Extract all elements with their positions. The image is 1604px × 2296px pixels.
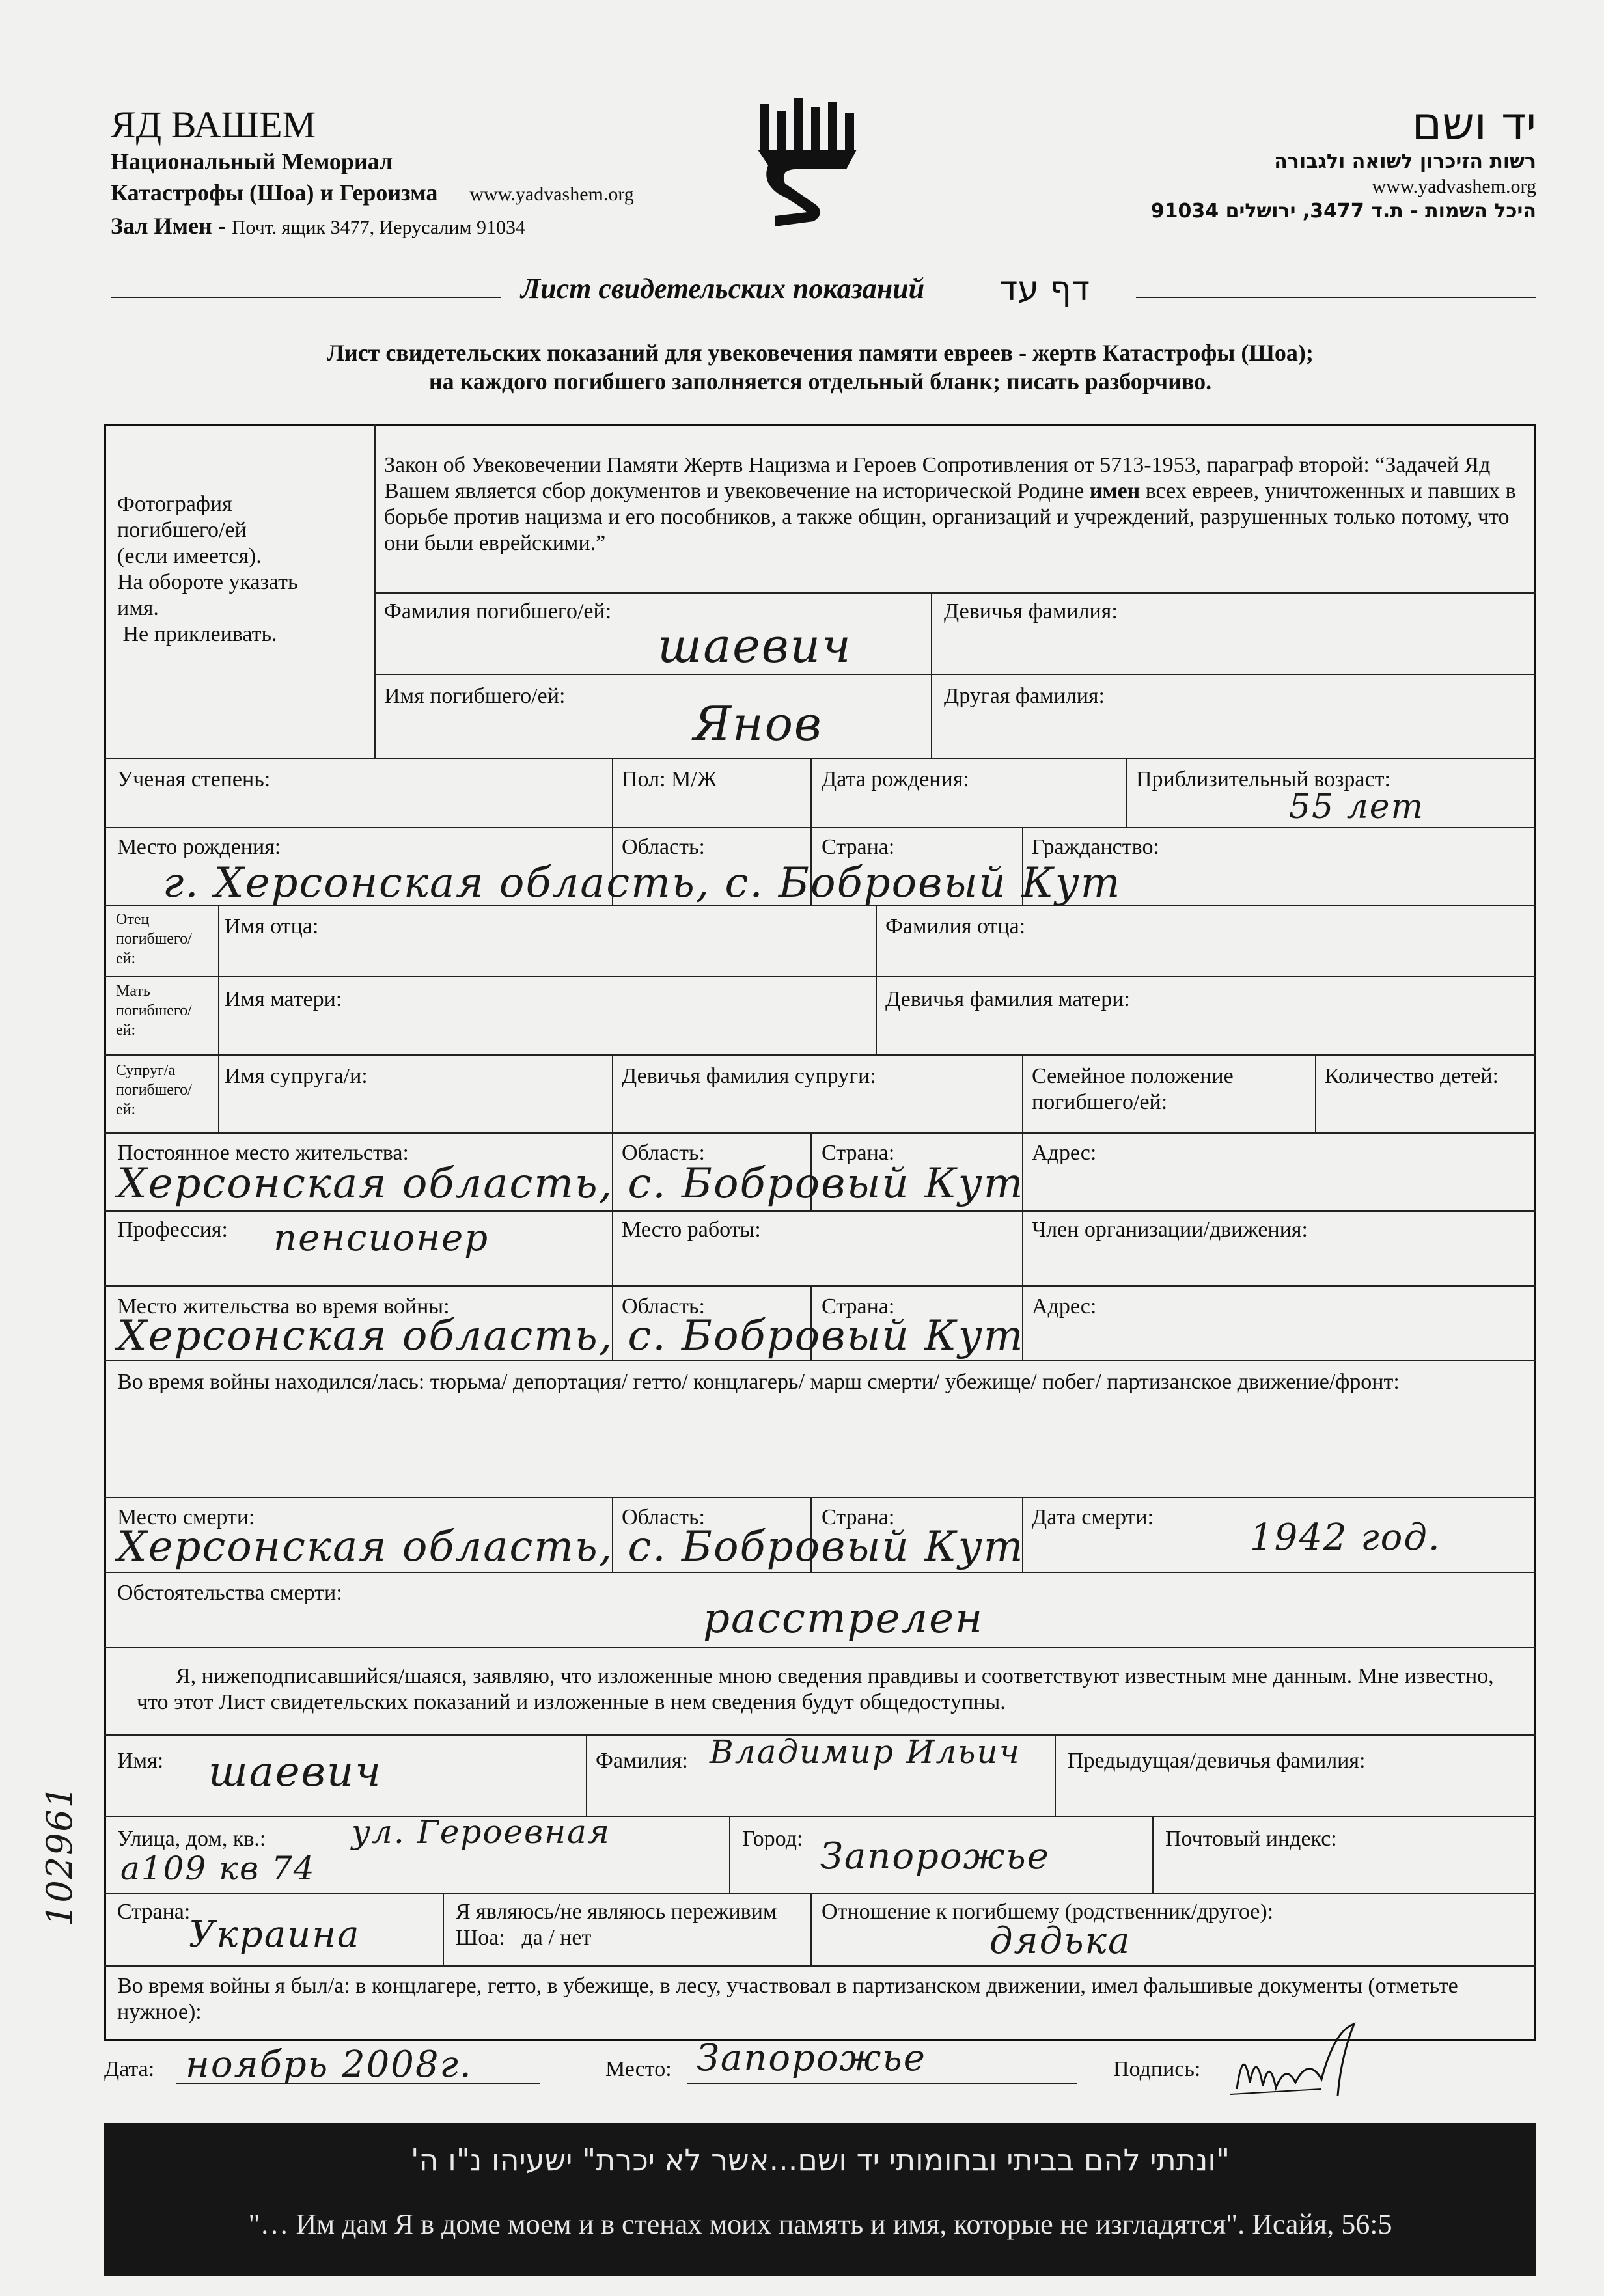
- place-field[interactable]: Запорожье: [697, 2037, 926, 2079]
- photo-line: (если имеется).: [117, 544, 262, 568]
- org-url-he: www.yadvashem.org: [1372, 176, 1536, 197]
- witness-country-field[interactable]: Украина: [189, 1913, 361, 1956]
- mother-maiden-label: Девичья фамилия матери:: [885, 987, 1130, 1011]
- org-line3-he: היכל השמות - ת.ד 3477, ירושלים 91034: [1150, 200, 1536, 223]
- form-title-he: דף עד: [999, 269, 1090, 308]
- rule: [104, 1965, 1536, 1967]
- birthplace-label: Место рождения:: [117, 835, 281, 859]
- circumstances-field[interactable]: расстрелен: [703, 1594, 984, 1643]
- law-text-bold: имен: [1089, 479, 1141, 503]
- rule: [104, 1816, 1536, 1817]
- rule: [810, 1893, 812, 1965]
- residence-address-label: Адрес:: [1032, 1141, 1097, 1165]
- rule: [104, 1360, 1536, 1361]
- age-label: Приблизительный возраст:: [1136, 767, 1390, 791]
- declaration-text: Я, нижеподписавшийся/шаяся, заявляю, что изложенные мною сведения правдивы и соответствуют известным мне данным. Мне известно, что этот Лист свидетельских показаний и изложенные в нем сведения будут общедоступны.: [137, 1664, 1494, 1714]
- rule: [104, 827, 1536, 828]
- rule: [1126, 758, 1127, 827]
- witness-name-field[interactable]: шаевич: [208, 1748, 382, 1796]
- rule: [218, 905, 219, 1132]
- law-text-1: Закон об Увековечении Памяти Жертв Нацизма и Героев Сопротивления от 5713-1953, параграф второй: “Задачей Яд Вашем является сбор документов и увековечение на исторической Родине: [384, 453, 1491, 503]
- death-country-label: Страна:: [822, 1505, 895, 1529]
- residence-country-label: Страна:: [822, 1141, 895, 1165]
- spouse-maiden-label: Девичья фамилия супруги:: [622, 1064, 876, 1088]
- org-line1-ru: Национальный Мемориал: [111, 148, 393, 174]
- witness-street-label: Улица, дом, кв.:: [117, 1827, 266, 1851]
- rule: [104, 1893, 1536, 1894]
- workplace-label: Место работы:: [622, 1218, 761, 1242]
- date-field[interactable]: ноябрь 2008г.: [186, 2043, 473, 2086]
- rule: [104, 1497, 1536, 1498]
- date-label: Дата:: [104, 2057, 155, 2081]
- signature-label: Подпись:: [1113, 2057, 1201, 2081]
- degree-label: Ученая степень:: [117, 767, 271, 791]
- rule: [176, 2083, 540, 2084]
- death-date-field[interactable]: 1942 год.: [1250, 1516, 1441, 1559]
- law-text-2: всех евреев, уничтоженных и павших в борьбе против нацизма и его пособников, а также общин, организаций и учреждений, разрушенных только потому, что они были еврейскими.”: [384, 479, 1516, 555]
- rule: [1152, 1816, 1154, 1893]
- residence-field[interactable]: Херсонская область, с. Бобровый Кут: [117, 1160, 1025, 1208]
- witness-war-status-label: Во время войны я был/а: в концлагере, гетто, в убежище, в лесу, участвовал в партизанском движении, имел фальшивые документы (отметьте нужное):: [117, 1974, 1458, 2024]
- rule: [1055, 1734, 1056, 1816]
- spouse-name-label: Имя супруга/и:: [225, 1064, 368, 1088]
- place-label: Место:: [605, 2057, 672, 2081]
- org-line3-ru-row: [111, 210, 634, 243]
- rule: [612, 1054, 613, 1132]
- signature[interactable]: [1224, 2017, 1374, 2102]
- citizenship-label: Гражданство:: [1032, 835, 1159, 859]
- title-rule-right: [1136, 297, 1536, 298]
- rule: [104, 1210, 1536, 1212]
- org-line2-ru-row: [111, 177, 634, 210]
- death-place-field[interactable]: Херсонская область, с. Бобровый Кут: [117, 1523, 1025, 1571]
- birthdate-label: Дата рождения:: [822, 767, 969, 791]
- rule: [1315, 1054, 1316, 1132]
- rule: [104, 1572, 1536, 1573]
- rule: [374, 424, 376, 758]
- rule: [729, 1816, 730, 1893]
- witness-surname-label: Фамилия:: [596, 1749, 688, 1773]
- photo-line: Не приклеивать.: [117, 622, 277, 646]
- war-region-label: Область:: [622, 1294, 705, 1319]
- intro-text: [104, 338, 1536, 396]
- residence-label: Постоянное место жительства:: [117, 1141, 409, 1165]
- witness-name-label: Имя:: [117, 1749, 164, 1773]
- org-line1-he: רשות הזיכרון לשואה ולגבורה: [1274, 150, 1536, 173]
- rule: [876, 905, 877, 1054]
- victim-name-label: Имя погибшего/ей:: [384, 684, 566, 708]
- witness-prev-surname-label: Предыдущая/девичья фамилия:: [1068, 1749, 1366, 1773]
- victim-surname-label: Фамилия погибшего/ей:: [384, 599, 612, 623]
- war-address-label: Адрес:: [1032, 1294, 1097, 1319]
- title-rule-left: [111, 297, 501, 298]
- rule: [104, 1647, 1536, 1648]
- victim-name-field[interactable]: Янов: [693, 696, 823, 751]
- birthplace-field[interactable]: г. Херсонская область, с. Бобровый Кут: [163, 859, 1122, 907]
- rule: [104, 1054, 1536, 1056]
- photo-line: имя.: [117, 596, 159, 620]
- father-name-label: Имя отца:: [225, 914, 319, 938]
- banner-quote-he: "ונתתי להם בביתי ובחומותי יד ושם...אשר לא יכרת" ישעיהו נ"ו ה': [410, 2142, 1230, 2178]
- witness-city-field[interactable]: Запорожье: [820, 1835, 1050, 1878]
- margin-number: 102961: [39, 1784, 80, 1926]
- rule: [104, 976, 1536, 977]
- quote-banner: [104, 2123, 1536, 2276]
- law-paragraph: [384, 452, 1527, 556]
- rule: [104, 758, 1536, 759]
- hall-of-names-ru: Зал Имен -: [111, 213, 226, 239]
- war-residence-label: Место жительства во время войны:: [117, 1294, 450, 1319]
- war-country-label: Страна:: [822, 1294, 895, 1319]
- death-region-label: Область:: [622, 1505, 705, 1529]
- witness-surname-field[interactable]: Владимир Ильич: [710, 1733, 1021, 1771]
- rule: [104, 1132, 1536, 1134]
- membership-label: Член организации/движения:: [1032, 1218, 1308, 1242]
- profession-label: Профессия:: [117, 1218, 228, 1242]
- war-status-label: Во время войны находился/лась: тюрьма/ депортация/ гетто/ концлагерь/ марш смерти/ убежище/ побег/ партизанское движение/фронт:: [117, 1370, 1400, 1394]
- victim-maiden-label: Девичья фамилия:: [944, 599, 1118, 623]
- circumstances-label: Обстоятельства смерти:: [117, 1581, 342, 1605]
- rule: [931, 592, 932, 758]
- rule: [612, 1132, 613, 1285]
- children-count-label: Количество детей:: [1325, 1064, 1499, 1088]
- victim-surname-field[interactable]: шаевич: [657, 618, 852, 673]
- father-surname-label: Фамилия отца:: [885, 914, 1026, 938]
- marital-status-label: Семейное положение погибшего/ей:: [1032, 1064, 1234, 1114]
- rule: [443, 1893, 444, 1965]
- witness-country-label: Страна:: [117, 1900, 191, 1924]
- header-he: [1081, 98, 1536, 224]
- war-residence-field[interactable]: Херсонская область, с. Бобровый Кут: [117, 1312, 1025, 1360]
- banner-quote-ru: "… Им дам Я в доме моем и в стенах моих память и имя, которые не изгладятся". Исайя, 56:5: [248, 2208, 1392, 2240]
- birth-region-label: Область:: [622, 835, 705, 859]
- photo-line: погибшего/ей: [117, 518, 247, 542]
- witness-zip-label: Почтовый индекс:: [1165, 1827, 1337, 1851]
- profession-field[interactable]: пенсионер: [273, 1217, 490, 1259]
- witness-apartment-field[interactable]: а109 кв 74: [120, 1850, 316, 1887]
- death-date-label: Дата смерти:: [1032, 1505, 1154, 1529]
- header-ru: [111, 104, 634, 243]
- rule: [1022, 1054, 1023, 1132]
- rule: [687, 2083, 1077, 2084]
- birth-country-label: Страна:: [822, 835, 895, 859]
- witness-street-field[interactable]: ул. Героевная: [352, 1813, 611, 1851]
- mother-name-label: Имя матери:: [225, 987, 342, 1011]
- intro-line2: на каждого погибшего заполняется отдельный бланк; писать разборчиво.: [428, 368, 1212, 394]
- relation-label: Отношение к погибшему (родственник/другое):: [822, 1900, 1274, 1924]
- survivor-status-label: Я являюсь/не являюсь переживим Шоа: да / нет: [456, 1900, 782, 1950]
- intro-line1: Лист свидетельских показаний для увековечения памяти евреев - жертв Катастрофы (Шоа);: [327, 340, 1314, 366]
- mother-side-label: Мать погибшего/ ей:: [116, 983, 192, 1039]
- form-title-ru: Лист свидетельских показаний: [521, 273, 925, 305]
- witness-city-label: Город:: [742, 1827, 803, 1851]
- father-side-label: Отец погибшего/ ей:: [116, 911, 192, 967]
- rule: [104, 1285, 1536, 1287]
- photo-box-instructions: [117, 491, 365, 648]
- victim-other-surname-label: Другая фамилия:: [944, 684, 1105, 708]
- age-field[interactable]: 55 лет: [1289, 787, 1424, 827]
- yad-vashem-logo: [749, 98, 866, 228]
- spouse-side-label: Супруг/а погибшего/ ей:: [116, 1062, 192, 1118]
- org-title-he: יד ושם: [1411, 97, 1536, 150]
- relation-field[interactable]: дядька: [989, 1920, 1131, 1962]
- photo-line: На обороте указать: [117, 570, 298, 594]
- postal-address-ru: Почт. ящик 3477, Иерусалим 91034: [231, 217, 525, 238]
- residence-region-label: Область:: [622, 1141, 705, 1165]
- rule: [586, 1734, 587, 1816]
- rule: [374, 592, 1536, 594]
- rule: [374, 674, 1536, 675]
- photo-line: Фотография: [117, 492, 232, 516]
- org-url-ru: www.yadvashem.org: [469, 184, 634, 205]
- org-line2-ru: Катастрофы (Шоа) и Героизма: [111, 180, 438, 206]
- org-title-ru: ЯД ВАШЕМ: [111, 103, 316, 146]
- death-place-label: Место смерти:: [117, 1505, 255, 1529]
- sex-label: Пол: М/Ж: [622, 767, 717, 791]
- rule: [1022, 1132, 1023, 1285]
